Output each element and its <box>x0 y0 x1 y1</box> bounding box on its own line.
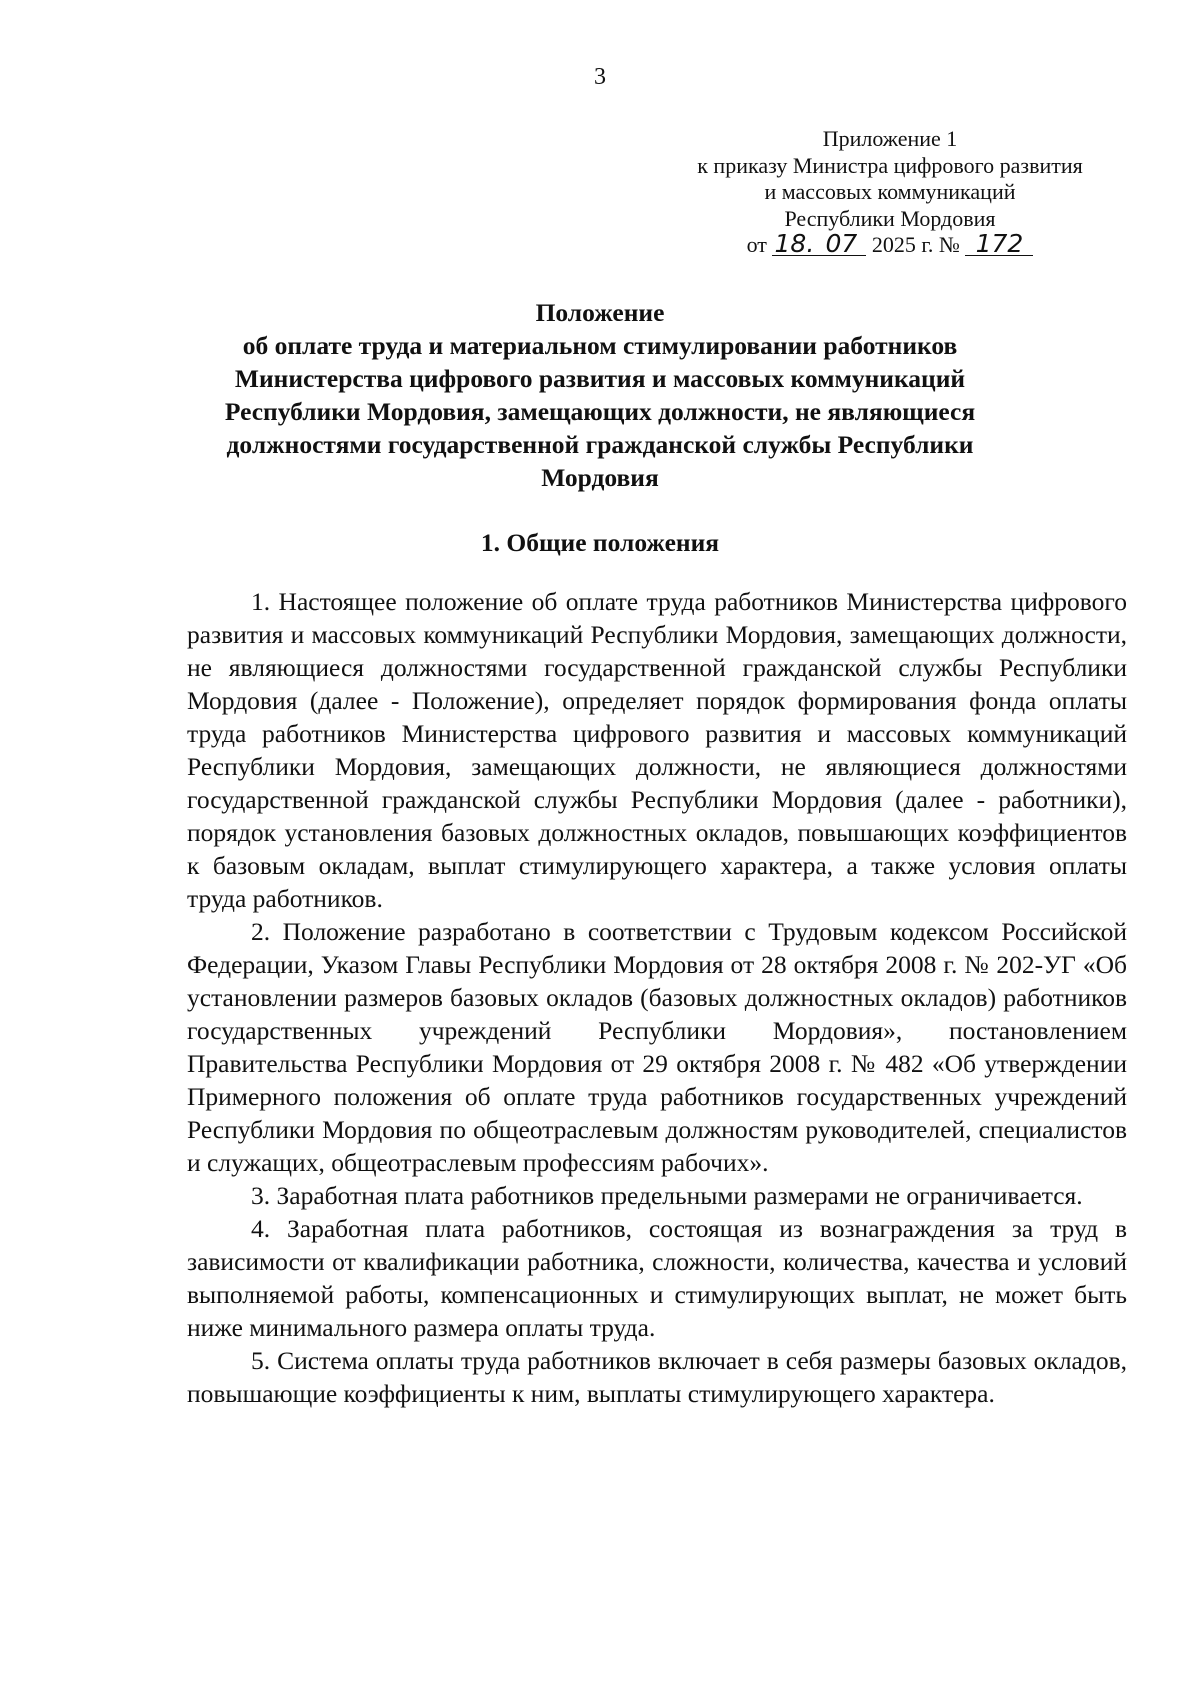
paragraph-2: 2. Положение разработано в соответствии с Трудовым кодексом Российской Федерации, Указом Главы Республики Мордовия от 28 октября 2008 г. № 202-УГ «Об установлении размеров базовых окладов (базовых должностных окладов) работников государственных учреждений Республики Мордовия», постановлением Правительства Республики Мордовия от 29 октября 2008 г. № 482 «Об утверждении Примерного положения об оплате труда работников государственных учреждений Республики Мордовия по общеотраслевым должностям руководителей, специалистов и служащих, общеотраслевым профессиям рабочих». <box>187 917 1127 1177</box>
appendix-date-line <box>660 229 1120 259</box>
appendix-line-3: и массовых коммуникаций <box>764 179 1016 204</box>
appendix-line-2: к приказу Министра цифрового развития <box>697 152 1083 178</box>
document-body <box>187 585 1127 1410</box>
paragraph-5: 5. Система оплаты труда работников включает в себя размеры базовых окладов, повышающие коэффициенты к ним, выплаты стимулирующего характера. <box>187 1346 1127 1408</box>
handwritten-date-day: 18. <box>772 233 816 256</box>
appendix-year-number-label: 2025 г. № <box>871 232 960 257</box>
title-line-4: Республики Мордовия, замещающих должности, не являющиеся <box>224 397 976 426</box>
appendix-line-4: Республики Мордовия <box>784 205 996 231</box>
section-heading: 1. Общие положения <box>480 528 720 557</box>
title-line-6: Мордовия <box>541 463 659 492</box>
title-line-1: Положение <box>535 298 665 327</box>
handwritten-date-month: 07 <box>816 233 866 256</box>
title-line-5: должностями государственной гражданской службы Республики <box>226 430 974 459</box>
document-title <box>160 296 1040 494</box>
appendix-from-prefix: от <box>746 232 767 257</box>
appendix-header <box>660 126 1120 259</box>
page-number: 3 <box>594 64 606 90</box>
title-line-3: Министерства цифрового развития и массовых коммуникаций <box>234 364 966 393</box>
paragraph-3: 3. Заработная плата работников предельными размерами не ограничивается. <box>251 1181 1083 1210</box>
appendix-line-1: Приложение 1 <box>822 126 958 151</box>
paragraph-1: 1. Настоящее положение об оплате труда работников Министерства цифрового развития и массовых коммуникаций Республики Мордовия, замещающих должности, не являющиеся должностями государственной гражданской службы Республики Мордовия (далее - Положение), определяет порядок формирования фонда оплаты труда работников Министерства цифрового развития и массовых коммуникаций Республики Мордовия, замещающих должности, не являющиеся должностями государственной гражданской службы Республики Мордовия (далее - работники), порядок установления базовых должностных окладов, повышающих коэффициентов к базовым окладам, выплат стимулирующего характера, а также условия оплаты труда работников. <box>187 587 1127 913</box>
title-line-2: об оплате труда и материальном стимулировании работников <box>242 331 958 360</box>
handwritten-order-number: 172 <box>965 233 1033 256</box>
paragraph-4: 4. Заработная плата работников, состоящая из вознаграждения за труд в зависимости от квалификации работника, сложности, количества, качества и условий выполняемой работы, компенсационных и стимулирующих выплат, не может быть ниже минимального размера оплаты труда. <box>187 1214 1127 1342</box>
